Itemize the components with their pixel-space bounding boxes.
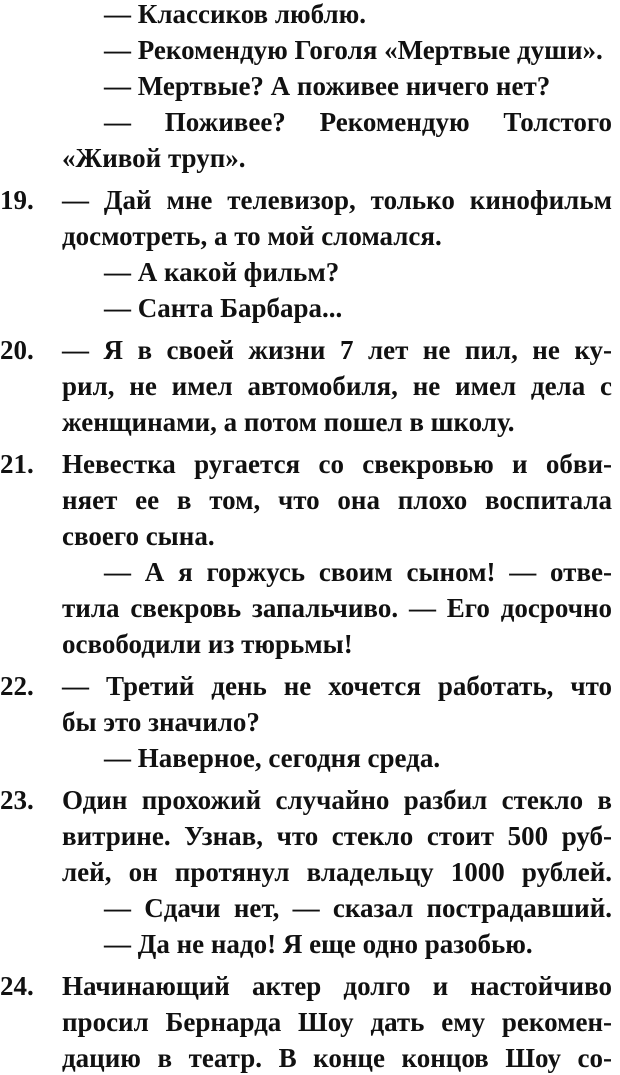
item-number: 20. xyxy=(0,335,34,365)
text-line: — Да не надо! Я еще одно разобью. xyxy=(104,929,533,959)
text-line: женщинами, а потом пошел в школу. xyxy=(62,407,515,437)
text-line: — А я горжусь своим сыном! — отве- xyxy=(104,557,612,587)
text-line: Один прохожий случайно разбил стекло в xyxy=(62,785,612,815)
text-line: — Рекомендую Гоголя «Мертвые души». xyxy=(104,35,603,65)
text-line: — Поживее? Рекомендую Толстого xyxy=(104,107,612,137)
text-line: «Живой труп». xyxy=(62,143,246,173)
text-line: — Сдачи нет, — сказал пострадавший. xyxy=(104,893,612,923)
item-number: 22. xyxy=(0,671,34,701)
text-line: Невестка ругается со свекровью и обви- xyxy=(62,449,612,479)
item-number: 23. xyxy=(0,785,34,815)
text-line: просил Бернарда Шоу дать ему рекомен- xyxy=(62,1007,612,1037)
text-line: досмотреть, а то мой сломался. xyxy=(62,221,442,251)
text-line: бы это значило? xyxy=(62,707,260,737)
item-number: 19. xyxy=(0,185,34,215)
text-line: — Санта Барбара... xyxy=(104,293,343,323)
text-line: рил, не имел автомобиля, не имел дела с xyxy=(62,371,612,401)
text-line: освободили из тюрьмы! xyxy=(62,629,353,659)
text-line: дацию в театр. В конце концов Шоу со- xyxy=(62,1043,612,1073)
text-line: — А какой фильм? xyxy=(104,257,340,287)
text-line: лей, он протянул владельцу 1000 рублей. xyxy=(62,857,612,887)
item-number: 24. xyxy=(0,971,34,1001)
text-line: своего сына. xyxy=(62,521,215,551)
text-line: — Классиков люблю. xyxy=(104,0,366,29)
text-line: — Мертвые? А поживее ничего нет? xyxy=(104,71,551,101)
text-line: — Наверное, сегодня среда. xyxy=(104,743,441,773)
text-line: — Дай мне телевизор, только кинофильм xyxy=(62,185,612,215)
text-line: тила свекровь запальчиво. — Его досрочно xyxy=(62,593,612,623)
text-line: няет ее в том, что она плохо воспитала xyxy=(62,485,612,515)
text-line: Начинающий актер долго и настойчиво xyxy=(62,971,612,1001)
text-line: — Я в своей жизни 7 лет не пил, не ку- xyxy=(62,335,612,365)
text-line: витрине. Узнав, что стекло стоит 500 руб- xyxy=(62,821,612,851)
text-line: — Третий день не хочется работать, что xyxy=(62,671,612,701)
item-number: 21. xyxy=(0,449,34,479)
